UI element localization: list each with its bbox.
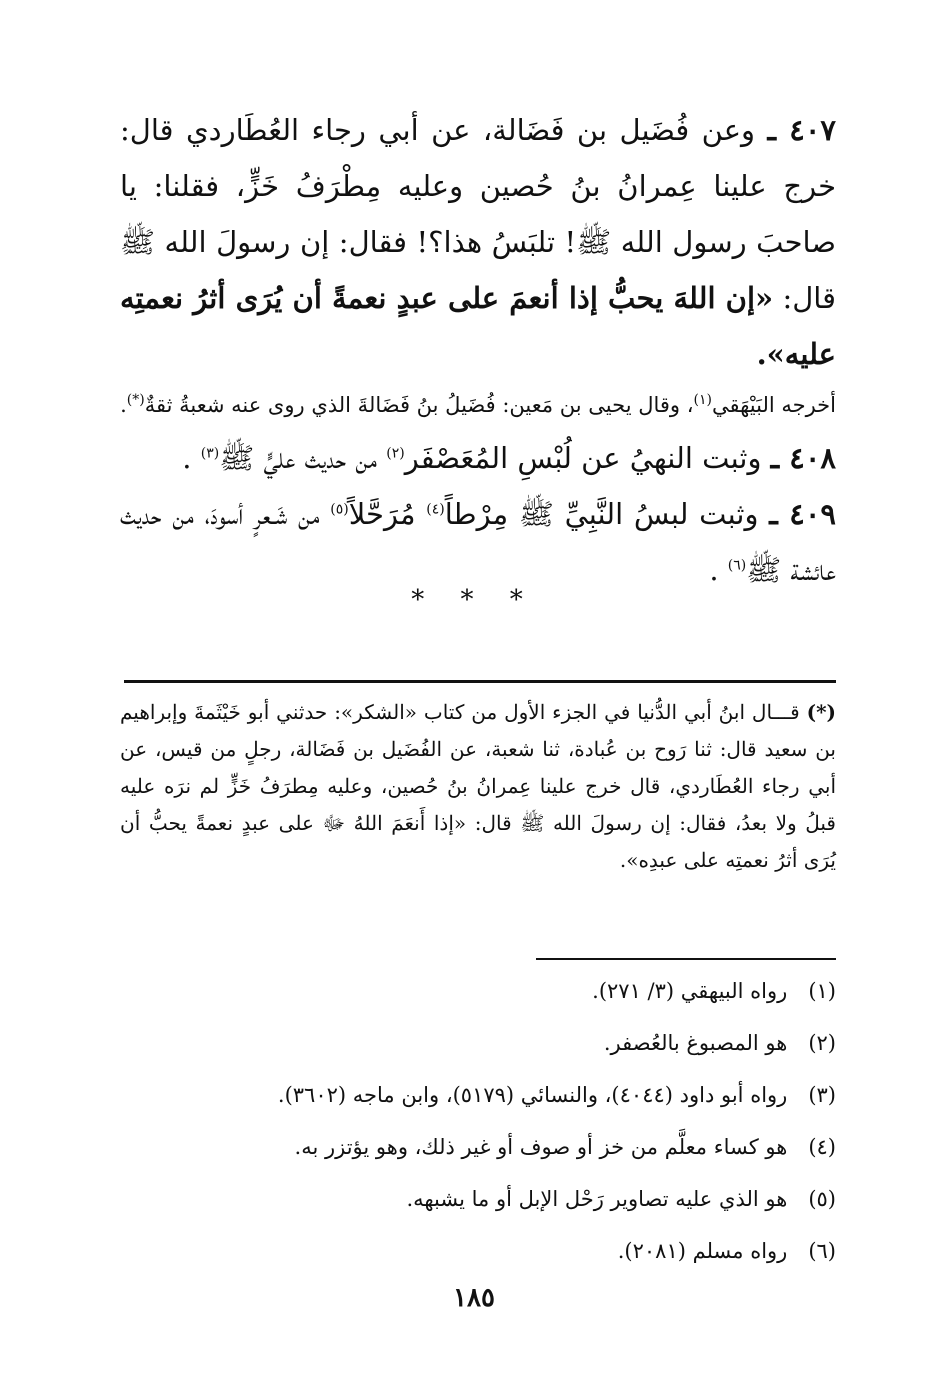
footnote-text: رواه مسلم (٢٠٨١). <box>617 1239 788 1263</box>
footnote-ref: (٢) <box>386 445 405 462</box>
note-text: ، وقال يحيى بن مَعين: فُضَيلُ بنُ فَضَالةَ الذي روى عنه شعبةُ ثقةٌ <box>144 393 694 417</box>
hadith-end: . <box>709 553 719 587</box>
hadith-407 <box>120 102 836 382</box>
hadith-text: من شَـعرٍ أسودَ، من حديث عائشة ﷺ <box>120 497 836 587</box>
hadith-number: ٤٠٧ ـ <box>767 113 837 147</box>
footnote-ref: (٥) <box>330 501 349 518</box>
star-ref: (*) <box>126 392 145 408</box>
takhrij-note <box>120 390 836 420</box>
hadith-409 <box>120 486 836 598</box>
footnote-item <box>120 1069 836 1121</box>
footnote-number: (١) <box>808 979 836 1003</box>
footnote-ref: (١) <box>693 392 712 408</box>
hadith-text: مُرَحَّلاً <box>348 497 416 531</box>
note-end: . <box>120 393 127 417</box>
note-text: أخرجه البَيْهَقي <box>711 393 836 417</box>
footnote-text: هو الذي عليه تصاوير رَحْل الإبل أو ما يشبهه. <box>406 1187 788 1211</box>
page-number: ١٨٥ <box>453 1283 495 1313</box>
star-marker: (*) <box>806 700 836 724</box>
hadith-408 <box>120 430 836 486</box>
footnote-item <box>120 1225 836 1277</box>
hadith-quote: «إن اللهَ يحبُّ إذا أنعمَ على عبدٍ نعمةً أن يُرَى أثرُ نعمتِه عليه». <box>120 281 836 371</box>
star-note <box>120 694 836 879</box>
hadith-number: ٤٠٨ ـ <box>770 441 836 475</box>
footnote-text: رواه البيهقي (٣/ ٢٧١). <box>592 979 788 1003</box>
hadith-text: من حديث عليٍّ ﷺ <box>219 441 377 475</box>
hadith-narration: وعن فُضَيل بن فَضَالة، عن أبي رجاء العُطَاردي قال: خرج علينا عِمرانُ بنُ حُصين وعليه مِطْرَفُ خَزٍّ، فقلنا: يا صاحبَ رسول الله ﷺ! تلبَسُ هذا؟! فقال: إن رسولَ الله ﷺ قال: <box>120 113 837 315</box>
footnote-text: هو المصبوغ بالعُصفر. <box>603 1031 788 1055</box>
footnote-item <box>120 1121 836 1173</box>
footnote-ref: (٦) <box>727 557 747 574</box>
footnote-item <box>120 1017 836 1069</box>
hadith-end: . <box>182 441 192 475</box>
hadith-text: وثبت لبسُ النَّبِيِّ ﷺ مِرْطاً <box>444 497 759 531</box>
footnote-ref: (٣) <box>200 445 220 462</box>
footnote-short-divider <box>536 958 836 960</box>
main-text <box>120 102 836 598</box>
footnote-text: هو كساء معلَّم من خز أو صوف أو غير ذلك، وهو يؤتزر به. <box>294 1135 788 1159</box>
hadith-text: وثبت النهيُ عن لُبْسِ المُعَصْفَر <box>404 441 762 475</box>
star-note-text: قـــال ابنُ أبي الدُّنيا في الجزء الأول من كتاب «الشكر»: حدثني أبو خَيْثَمةَ وإبراهيم بن سعيد قال: ثنا رَوح بن عُبادة، ثنا شعبة، عن الفُضَيل بن فَضَالة، رجلٍ من قيس، عن أبي رجاء العُطَاردي، قال خرج علينا عِمرانُ بنُ حُصين، وعليه مِطرَفُ خَزٍّ لم نرَه عليه قبلُ ولا بعدُ، فقال: إن رسولَ الله ﷺ قال: «إذا أَنعَمَ اللهُ ﷻ على عبدٍ نعمةً يحبُّ أن يُرَى أثرُ نعمتِه على عبدِه». <box>120 700 836 872</box>
footnote-divider <box>124 680 836 683</box>
footnote-number: (٤) <box>808 1135 836 1159</box>
footnote-number: (٥) <box>808 1187 836 1211</box>
footnotes-list <box>120 965 836 1277</box>
footnote-text: رواه أبو داود (٤٠٤٤)، والنسائي (٥١٧٩)، وابن ماجه (٣٦٠٢). <box>277 1083 788 1107</box>
footnote-number: (٢) <box>808 1031 836 1055</box>
footnote-item <box>120 965 836 1017</box>
hadith-number: ٤٠٩ ـ <box>769 497 837 531</box>
footnote-number: (٣) <box>808 1083 836 1107</box>
footnote-number: (٦) <box>808 1239 836 1263</box>
footnote-ref: (٤) <box>426 501 445 518</box>
footnote-item <box>120 1173 836 1225</box>
section-separator: * * * <box>411 585 537 615</box>
